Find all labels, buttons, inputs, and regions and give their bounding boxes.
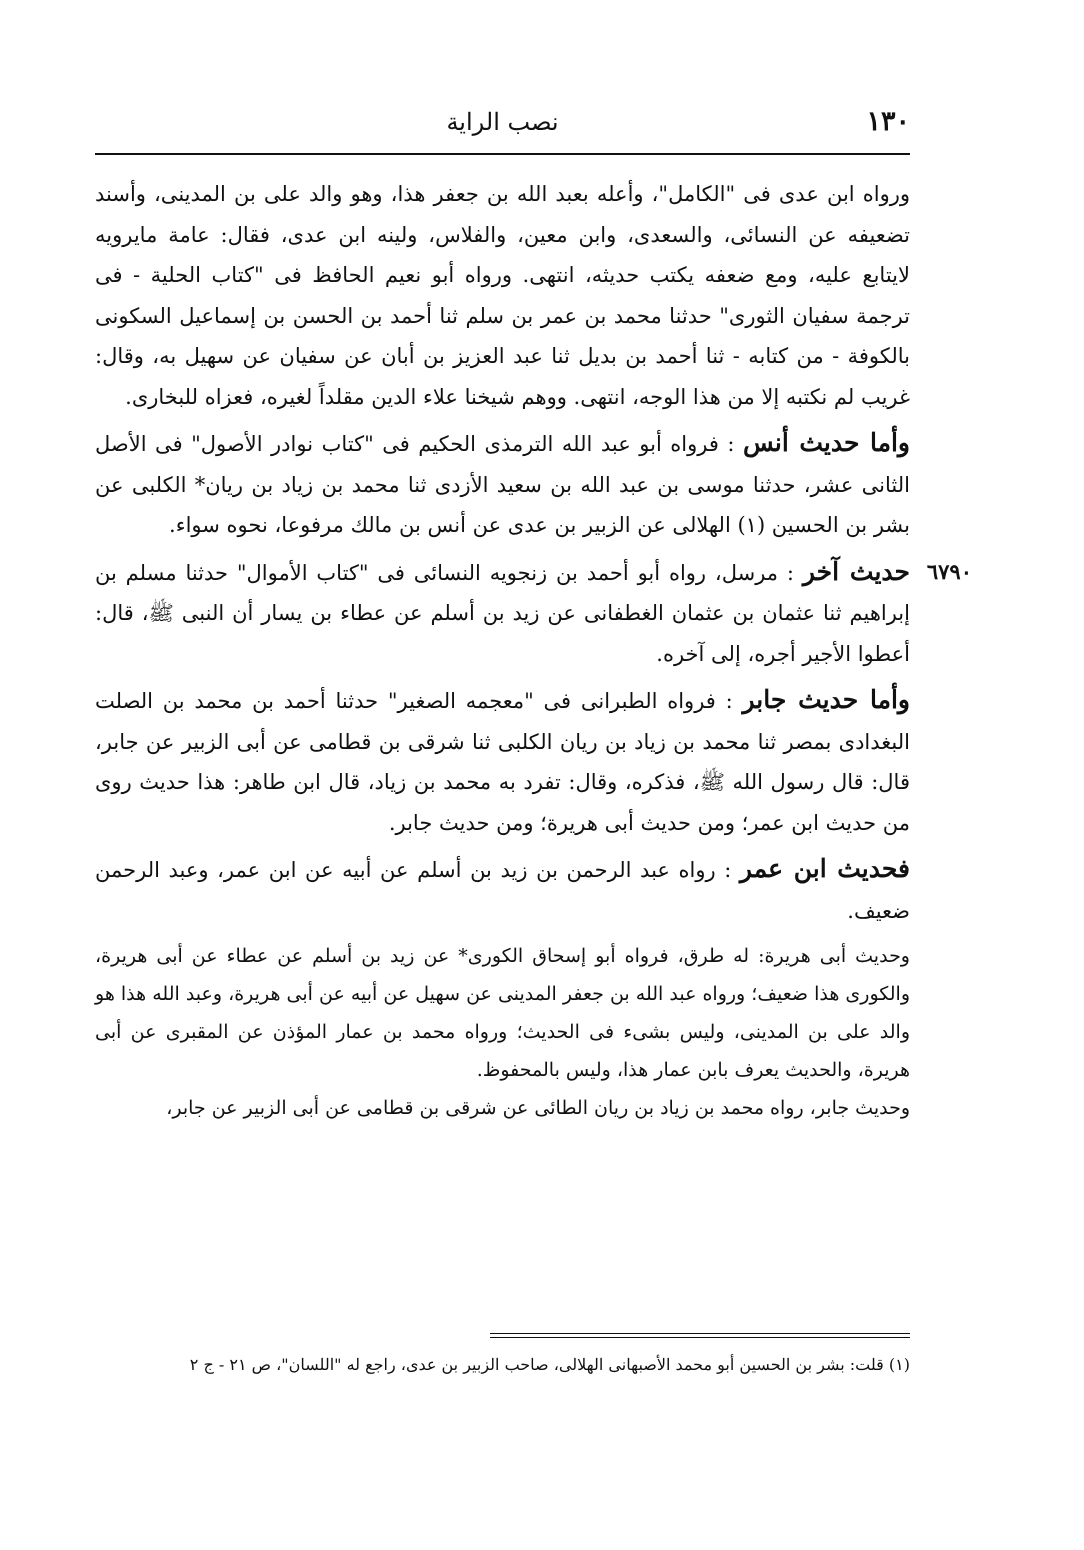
paragraph (95, 423, 910, 546)
paragraph-text: : مرسل، رواه أبو أحمد بن زنجويه النسائى فى "كتاب الأموال" حدثنا مسلم بن إبراهيم ثنا عثمان بن عثمان الغطفانى عن زيد بن أسلم عن عطاء بن يسار أن النبى ﷺ، قال: أعطوا الأجير أجره، إلى آخره. (95, 560, 910, 666)
footnote-rule (490, 1333, 910, 1334)
header-rule (95, 153, 910, 155)
paragraph (95, 174, 910, 417)
footnote: (١) قلت: بشر بن الحسين أبو محمد الأصبهانى الهلالى، صاحب الزبير بن عدى، راجع له "اللسان"، ص ٢١ - ج ٢ (189, 1355, 910, 1374)
hadith-number: ٦٧٩٠ (926, 558, 972, 584)
paragraph (95, 552, 972, 675)
paragraph-lead: وأما حديث جابر (742, 685, 910, 714)
running-title: نصب الراية (446, 108, 559, 136)
page-number: ١٣٠ (866, 106, 910, 137)
paragraph (95, 680, 910, 843)
main-text (95, 174, 972, 1127)
paragraph-lead: فحديث ابن عمر (739, 854, 910, 883)
paragraph-text: : فرواه أبو عبد الله الترمذى الحكيم فى "كتاب نوادر الأصول" فى الأصل الثانى عشر، حدثنا موسى بن عبد الله بن سعيد الأزدى ثنا محمد بن زياد بن ريان* الكلبى عن بشر بن الحسين (١) الهلالى عن الزبير بن عدى عن أنس بن مالك مرفوعا، نحوه سواء. (95, 432, 910, 537)
paragraph-lead: حديث آخر (802, 556, 910, 586)
footnote-rule (490, 1337, 910, 1338)
paragraph-text: ورواه ابن عدى فى "الكامل"، وأعله بعبد الله بن جعفر هذا، وهو والد على بن المدينى، وأسند تضعيفه عن النسائى، والسعدى، وابن معين، والفلاس، ولينه ابن عدى، فقال: عامة مايرويه لايتابع عليه، ومع ضعفه يكتب حديثه، انتهى. ورواه أبو نعيم الحافظ فى "كتاب الحلية - فى ترجمة سفيان الثورى" حدثنا محمد بن عمر بن سلم ثنا أحمد بن الحسن بن إسماعيل السكونى بالكوفة - من كتابه - ثنا أحمد بن بديل ثنا عبد العزيز بن أبان عن سفيان عن سهيل به، وقال: غريب لم نكتبه إلا من هذا الوجه، انتهى. ووهم شيخنا علاء الدين مقلداً لغيره، فعزاه للبخارى. (95, 182, 910, 409)
page-header (95, 100, 910, 150)
paragraph-text: : فرواه الطبرانى فى "معجمه الصغير" حدثنا أحمد بن محمد بن الصلت البغدادى بمصر ثنا محمد بن زياد بن ريان الكلبى ثنا شرقى بن قطامى عن أبى الزبير عن جابر، قال: قال رسول الله ﷺ، فذكره، وقال: تفرد به محمد بن زياد، قال ابن طاهر: هذا حديث روى من حديث ابن عمر؛ ومن حديث أبى هريرة؛ ومن حديث جابر. (95, 689, 910, 835)
paragraph-text: : رواه عبد الرحمن بن زيد بن أسلم عن أبيه عن ابن عمر، وعبد الرحمن ضعيف. (95, 858, 910, 923)
paragraph-lead: وأما حديث أنس (743, 428, 910, 457)
paragraph (95, 849, 910, 931)
small-paragraph: وحديث جابر، رواه محمد بن زياد بن ريان الطائى عن شرقى بن قطامى عن أبى الزبير عن جابر، (166, 1097, 910, 1119)
small-paragraph: وحديث أبى هريرة: له طرق، فرواه أبو إسحاق الكورى* عن زيد بن أسلم عن عطاء عن أبى هريرة، والكورى هذا ضعيف؛ ورواه عبد الله بن جعفر المدينى عن سهيل عن أبيه عن أبى هريرة، وعبد الله هذا هو والد على بن المدينى، وليس بشىء فى الحديث؛ ورواه محمد بن عمار المؤذن عن المقبرى عن أبى هريرة، والحديث يعرف بابن عمار هذا، وليس بالمحفوظ. (95, 945, 910, 1081)
